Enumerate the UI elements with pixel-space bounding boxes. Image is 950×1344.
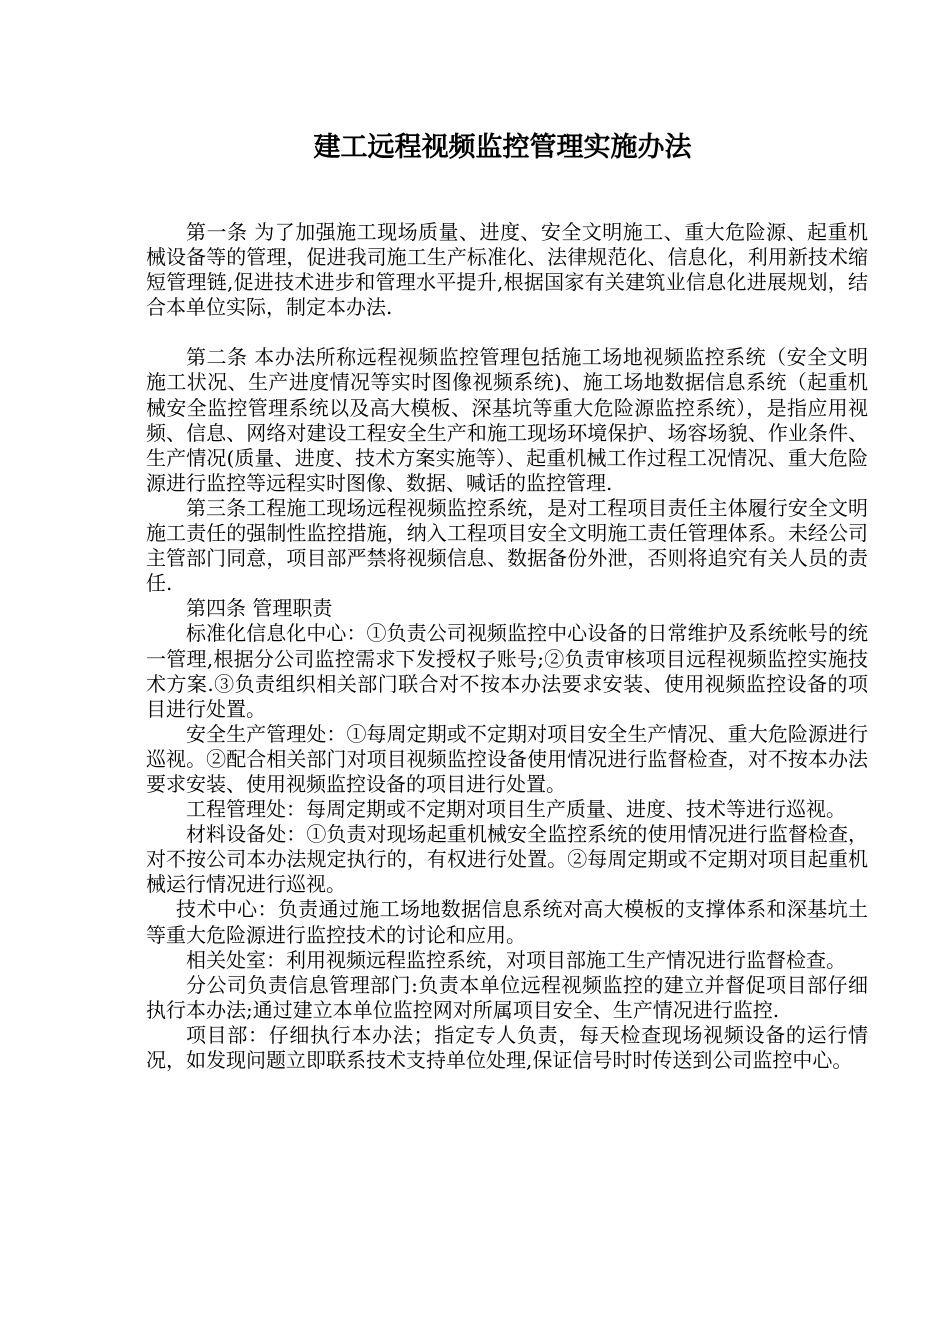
article-2: 第二条 本办法所称远程视频监控管理包括施工场地视频监控系统（安全文明施工状况、生产进度情况等实时图像视频系统)、施工场地数据信息系统（起重机械安全监控管理系统以及高大模板、深基坑等重大危险源监控系统），是指应用视频、信息、网络对建设工程安全生产和施工现场环境保护、场容场貌、作业条件、生产情况(质量、进度、技术方案实施等）、起重机械工作过程工况情况、重大危险源进行监控等远程实时图像、数据、喊话的监控管理. — [146, 345, 868, 495]
duty-standardization-center: 标准化信息化中心：①负责公司视频监控中心设备的日常维护及系统帐号的统一管理,根据分公司监控需求下发授权子账号;②负责审核项目远程视频监控实施技术方案.③负责组织相关部门联合对不按本办法要求安装、使用视频监控设备的项目进行处置。 — [146, 621, 868, 721]
document-title: 建工远程视频监控管理实施办法 — [313, 132, 692, 163]
document-body — [146, 220, 868, 1073]
duty-related-departments: 相关处室：利用视频远程监控系统，对项目部施工生产情况进行监督检查。 — [186, 947, 846, 972]
duty-engineering-management: 工程管理处：每周定期或不定期对项目生产质量、进度、技术等进行巡视。 — [186, 797, 846, 822]
duty-safety-management: 安全生产管理处：①每周定期或不定期对项目安全生产情况、重大危险源进行巡视。②配合相关部门对项目视频监控设备使用情况进行监督检查，对不按本办法要求安装、使用视频监控设备的项目进行处置。 — [146, 721, 868, 796]
article-1: 第一条 为了加强施工现场质量、进度、安全文明施工、重大危险源、起重机械设备等的管理，促进我司施工生产标准化、法律规范化、信息化，利用新技术缩短管理链,促进技术进步和管理水平提升,根据国家有关建筑业信息化进展规划，结合本单位实际，制定本办法. — [146, 220, 868, 320]
duty-project-department: 项目部：仔细执行本办法；指定专人负责，每天检查现场视频设备的运行情况，如发现问题立即联系技术支持单位处理,保证信号时时传送到公司监控中心。 — [146, 1022, 868, 1072]
article-3: 第三条工程施工现场远程视频监控系统，是对工程项目责任主体履行安全文明施工责任的强制性监控措施，纳入工程项目安全文明施工责任管理体系。未经公司主管部门同意，项目部严禁将视频信息、数据备份外泄，否则将追究有关人员的责任. — [146, 495, 868, 596]
article-4-heading: 第四条 管理职责 — [186, 596, 333, 621]
duty-technical-center: 技术中心：负责通过施工场地数据信息系统对高大模板的支撑体系和深基坑土等重大危险源进行监控技术的讨论和应用。 — [146, 897, 868, 947]
duty-branch-information: 分公司负责信息管理部门:负责本单位远程视频监控的建立并督促项目部仔细执行本办法;通过建立本单位监控网对所属项目安全、生产情况进行监控. — [146, 972, 868, 1022]
duty-materials-equipment: 材料设备处：①负责对现场起重机械安全监控系统的使用情况进行监督检查，对不按公司本办法规定执行的，有权进行处置。②每周定期或不定期对项目起重机械运行情况进行巡视。 — [146, 822, 868, 897]
